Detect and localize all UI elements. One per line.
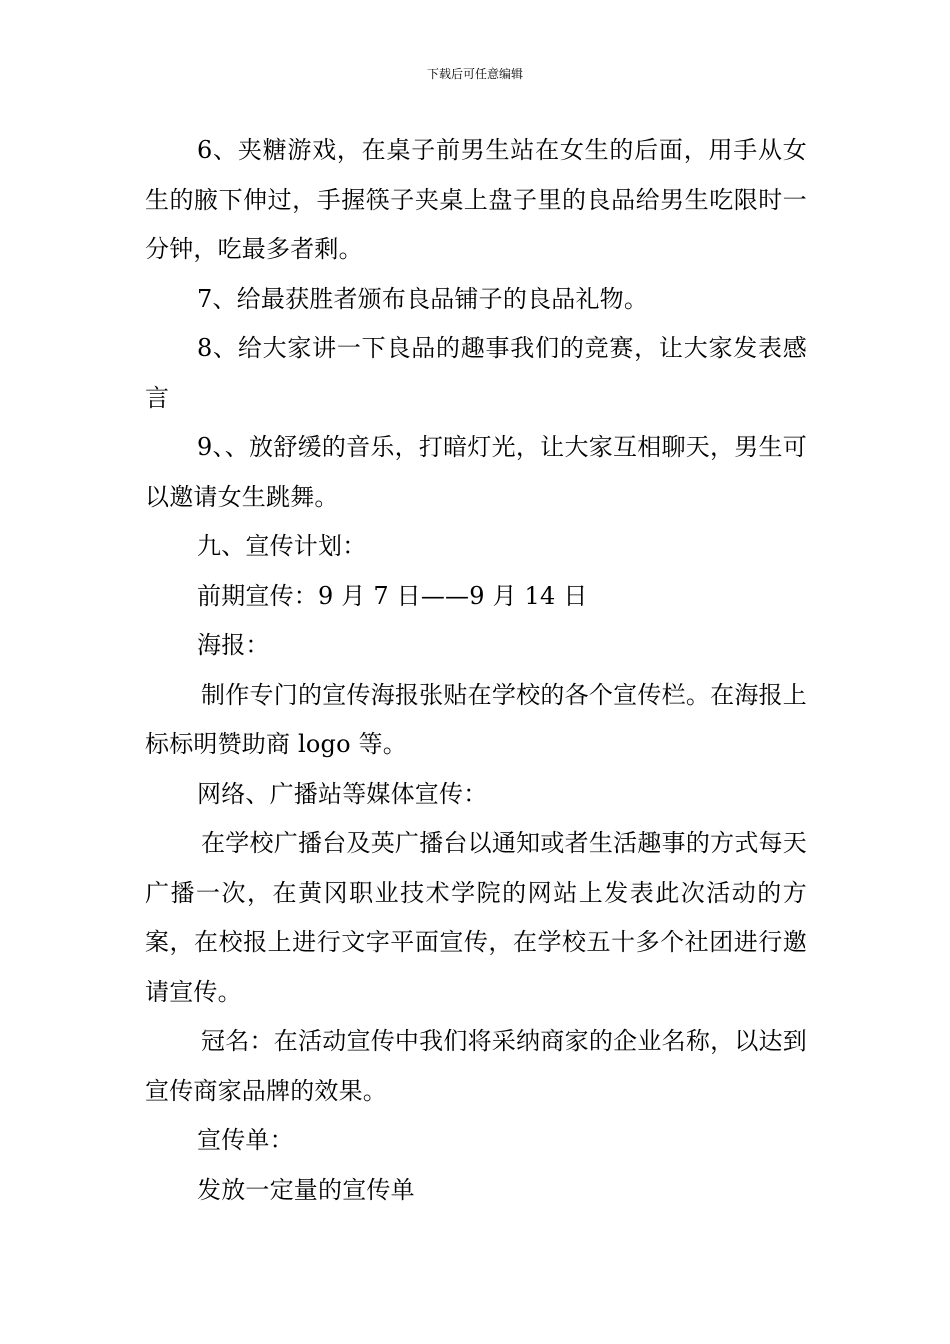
paragraph-game-6: 6、夹糖游戏，在桌子前男生站在女生的后面，用手从女生的腋下伸过，手握筷子夹桌上盘子里的良品给男生吃限时一分钟，吃最多者剩。 bbox=[145, 136, 807, 263]
subheading-poster: 海报： bbox=[197, 631, 270, 659]
page-header: 下载后可任意编辑 bbox=[426, 67, 523, 81]
paragraph-poster: 制作专门的宣传海报张贴在学校的各个宣传栏。在海报上标标明赞助商 logo 等。 bbox=[145, 680, 807, 758]
paragraph-promotion-period: 前期宣传：9 月 7 日——9 月 14 日 bbox=[197, 581, 588, 610]
document-body bbox=[145, 126, 807, 1215]
subheading-flyer: 宣传单： bbox=[197, 1126, 294, 1154]
section-heading-promotion: 九、宣传计划： bbox=[197, 532, 367, 560]
paragraph-award-7: 7、给最获胜者颁布良品铺子的良品礼物。 bbox=[197, 284, 649, 313]
paragraph-media: 在学校广播台及英广播台以通知或者生活趣事的方式每天广播一次，在黄冈职业技术学院的网站上发表此次活动的方案，在校报上进行文字平面宣传，在学校五十多个社团进行邀请宣传。 bbox=[145, 829, 807, 1006]
paragraph-music-9: 9、、放舒缓的音乐，打暗灯光，让大家互相聊天，男生可以邀请女生跳舞。 bbox=[145, 433, 807, 511]
paragraph-naming: 冠名：在活动宣传中我们将采纳商家的企业名称，以达到宣传商家品牌的效果。 bbox=[145, 1027, 807, 1105]
paragraph-share-8: 8、给大家讲一下良品的趣事我们的竞赛，让大家发表感言 bbox=[145, 334, 807, 412]
subheading-media: 网络、广播站等媒体宣传： bbox=[197, 779, 488, 808]
paragraph-flyer: 发放一定量的宣传单 bbox=[197, 1175, 415, 1204]
